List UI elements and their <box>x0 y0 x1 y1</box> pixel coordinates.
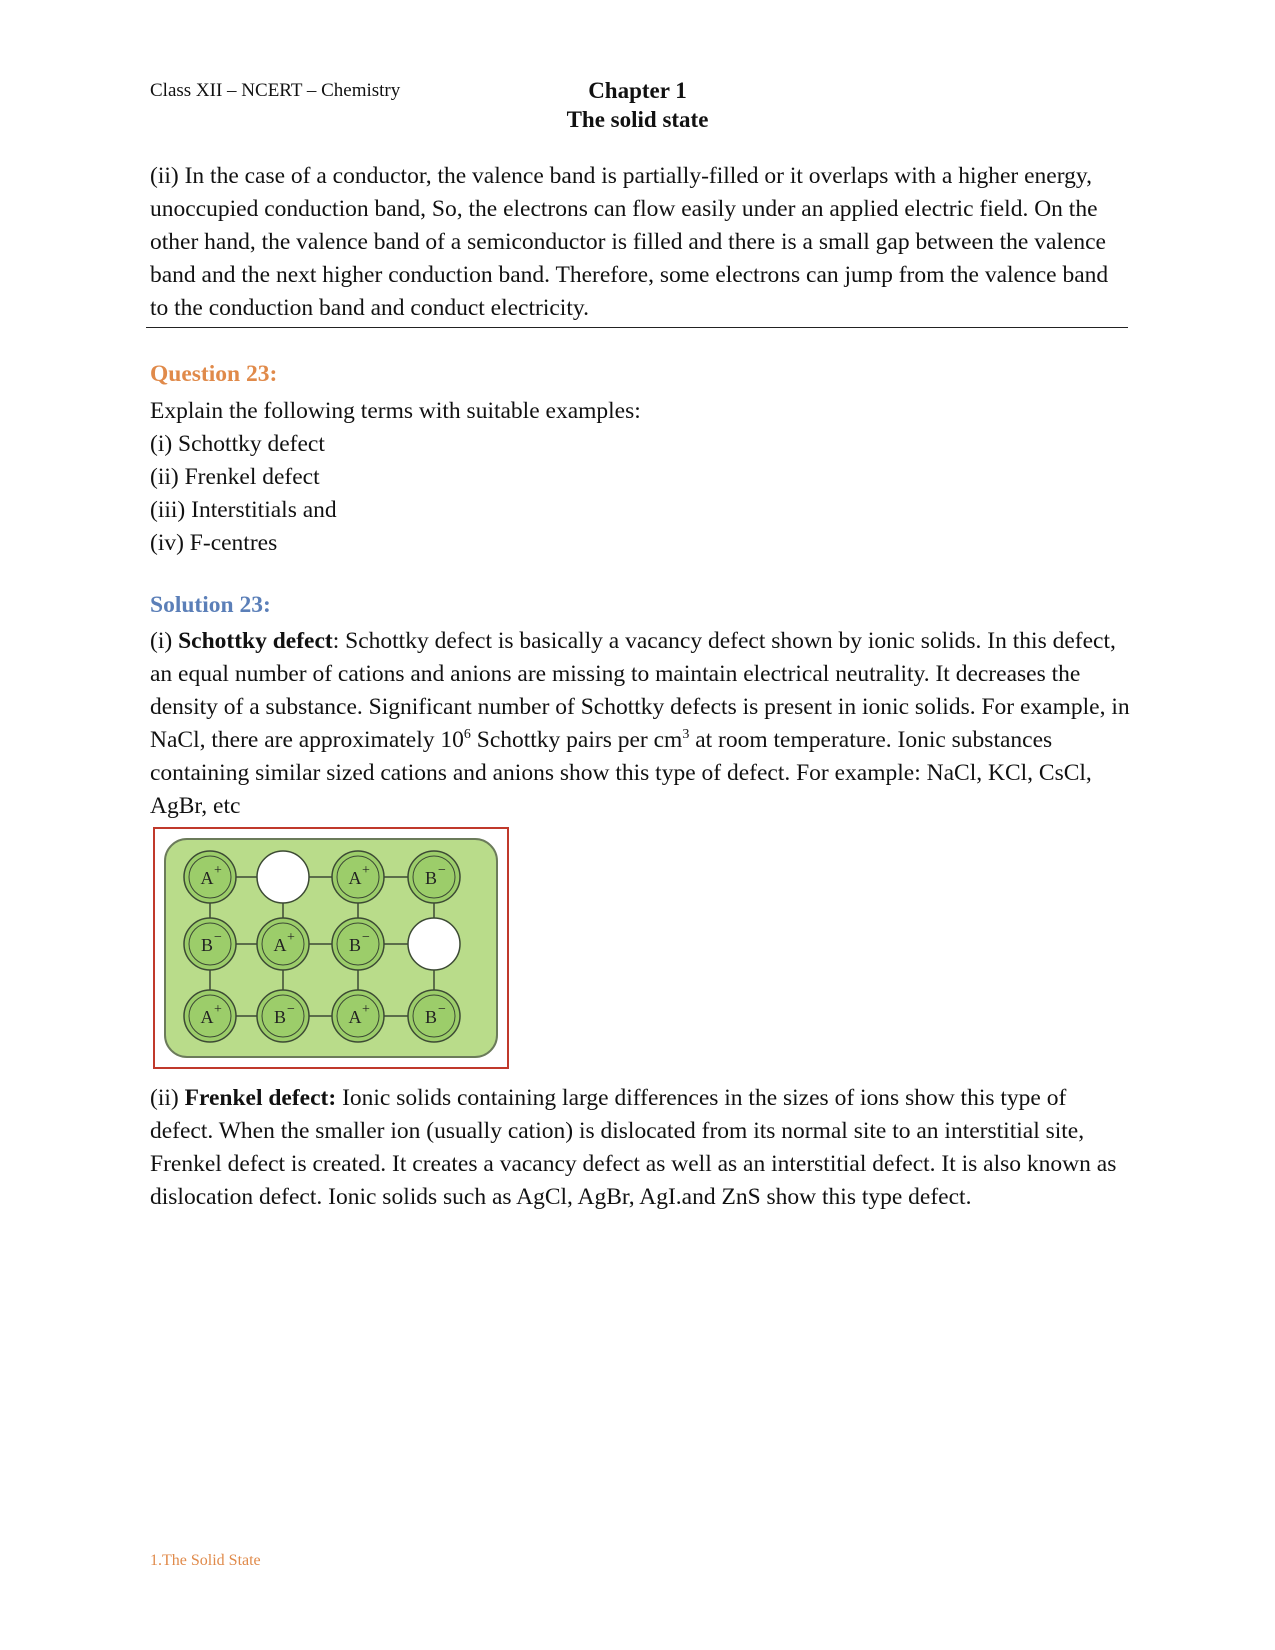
page-footer: 1.The Solid State <box>150 1552 261 1569</box>
ion-label: B <box>200 935 214 955</box>
schottky-prefix: (i) <box>150 628 179 654</box>
ion-label: A <box>348 1007 362 1027</box>
ion-charge: − <box>214 930 222 945</box>
chapter-heading <box>500 76 775 134</box>
schottky-term: Schottky defect <box>178 628 333 654</box>
vacancy-site <box>408 918 460 970</box>
question-line: (i) Schottky defect <box>150 431 325 457</box>
question-body <box>150 395 1110 560</box>
schottky-text-3: at room temperature. Ionic substances containing similar sized cations and anions show this type of defect. For example: NaCl, KCl, CsCl, AgBr, etc <box>150 727 1092 819</box>
ion-label: B <box>424 1007 438 1027</box>
chapter-title: The solid state <box>566 107 709 132</box>
ion-charge: − <box>438 863 446 878</box>
frenkel-paragraph <box>150 1082 1135 1214</box>
ion-charge: + <box>214 1002 222 1017</box>
question-line: Explain the following terms with suitable examples: <box>150 398 641 424</box>
schottky-defect-diagram <box>153 827 509 1069</box>
frenkel-text: Ionic solids containing large differences in the sizes of ions show this type of defect. When the smaller ion (usually cation) is dislocated from its normal site to an interstitial site, Frenkel defect is created. It creates a vacancy defect as well as an interstitial defect. It is also known as dislocation defect. Ionic solids such as AgCl, AgBr, AgI.and ZnS show this type defect. <box>150 1085 1117 1210</box>
ion-label: B <box>273 1007 287 1027</box>
ion-label: B <box>424 868 438 888</box>
schottky-text-1: : Schottky defect is basically a vacancy defect shown by ionic solids. In this defect, an equal number of cations and anions are missing to maintain electrical neutrality. It decreases the density of a substance. Significant number of Schottky defects is present in ionic solids. For example, in NaCl, there are approximately 10 <box>150 628 1130 753</box>
ion-charge: + <box>362 1002 370 1017</box>
ion-label: A <box>348 868 362 888</box>
ion-charge: − <box>287 1002 295 1017</box>
vacancy-site <box>257 851 309 903</box>
ion-charge: + <box>287 930 295 945</box>
schottky-paragraph <box>150 625 1130 823</box>
ion-label: A <box>200 868 214 888</box>
question-line: (iv) F-centres <box>150 530 278 556</box>
section-divider <box>146 327 1128 328</box>
ion-charge: + <box>362 863 370 878</box>
ion-charge: + <box>214 863 222 878</box>
frenkel-prefix: (ii) <box>150 1085 185 1111</box>
frenkel-term: Frenkel defect: <box>184 1085 337 1111</box>
schottky-sup-2: 3 <box>682 727 690 742</box>
chapter-number: Chapter 1 <box>588 78 687 103</box>
schottky-sup-1: 6 <box>463 727 471 742</box>
question-line: (iii) Interstitials and <box>150 497 337 523</box>
ion-label: B <box>348 935 362 955</box>
intro-paragraph: (ii) In the case of a conductor, the valence band is partially-filled or it overlaps with a higher energy, unoccupied conduction band, So, the electrons can flow easily under an applied electric field. On the other hand, the valence band of a semiconductor is filled and there is a small gap between the valence band and the next higher conduction band. Therefore, some electrons can jump from the valence band to the conduction band and conduct electricity. <box>150 163 1109 321</box>
ion-charge: − <box>438 1002 446 1017</box>
header-course: Class XII – NCERT – Chemistry <box>150 80 401 101</box>
ion-charge: − <box>362 930 370 945</box>
solution-title: Solution 23: <box>150 592 271 618</box>
question-line: (ii) Frenkel defect <box>150 464 320 490</box>
ion-label: A <box>273 935 287 955</box>
schottky-text-2: Schottky pairs per cm <box>470 727 683 753</box>
question-title: Question 23: <box>150 361 278 387</box>
ion-label: A <box>200 1007 214 1027</box>
